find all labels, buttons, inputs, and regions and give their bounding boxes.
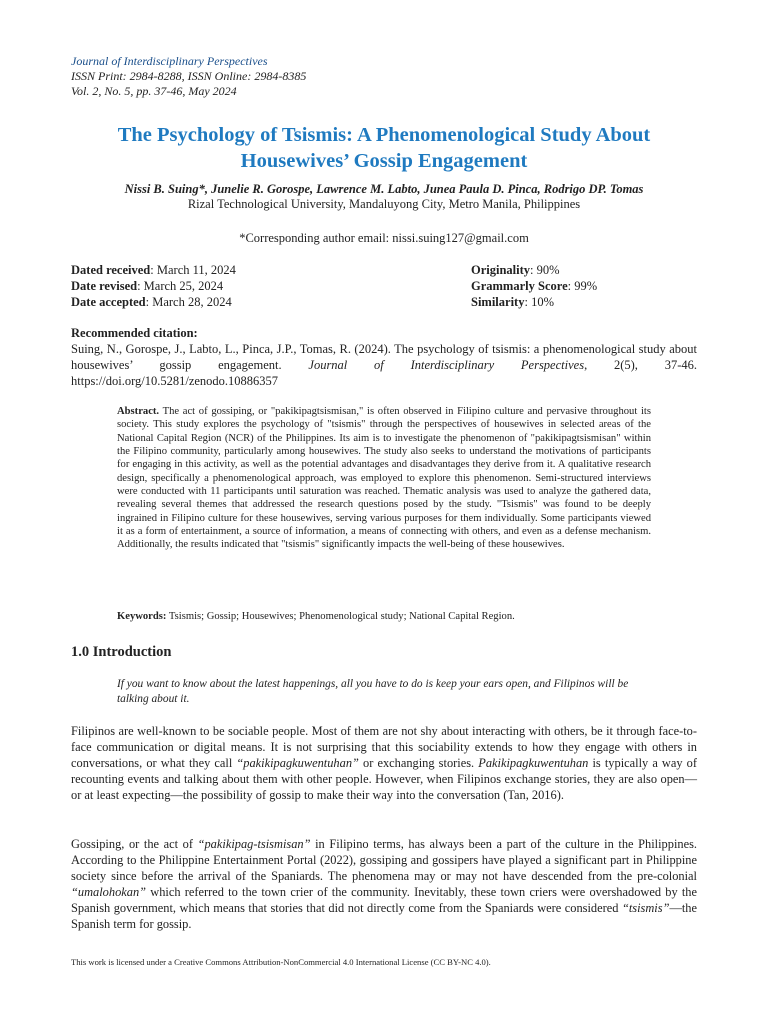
journal-name: Journal of Interdisciplinary Perspectives <box>71 54 268 68</box>
p2-a: Gossiping, or the act of <box>71 837 198 851</box>
citation-part-b: , 2(5), 37-46. <box>584 358 698 372</box>
title-line-2: Housewives’ Gossip Engagement <box>240 150 528 172</box>
similarity <box>471 294 597 310</box>
originality-value: : 90% <box>530 263 560 277</box>
date-block <box>71 262 236 310</box>
abstract <box>117 405 651 552</box>
abstract-label: Abstract. <box>117 406 160 417</box>
date-revised <box>71 278 236 294</box>
date-received-value: : March 11, 2024 <box>150 263 236 277</box>
section-heading-introduction: 1.0 Introduction <box>71 644 172 660</box>
license-footer: This work is licensed under a Creative Commons Attribution-NonCommercial 4.0 International License (CC BY-NC 4.0). <box>71 957 491 967</box>
citation-doi-link[interactable]: https://doi.org/10.5281/zenodo.10886357 <box>71 374 279 388</box>
citation-journal: Journal of Interdisciplinary Perspectives <box>308 358 585 372</box>
grammarly-value: : 99% <box>567 279 598 293</box>
score-block <box>471 262 597 310</box>
intro-paragraph-2 <box>71 837 697 932</box>
author-list: Nissi B. Suing*, Junelie R. Gorospe, Lawrence M. Labto, Junea Paula D. Pinca, Rodrigo DP. Tomas <box>124 182 644 196</box>
volume-line: Vol. 2, No. 5, pp. 37-46, May 2024 <box>71 84 237 98</box>
similarity-value: : 10% <box>524 295 554 309</box>
issn-line: ISSN Print: 2984-8288, ISSN Online: 2984-8385 <box>71 69 307 83</box>
keywords-label: Keywords: <box>117 611 167 622</box>
p2-g: —the Spanish term for gossip. <box>71 900 697 931</box>
abstract-text: The act of gossiping, or "pakikipagtsismisan," is often observed in Filipino culture and pervasive throughout its society. This study explores the psychology of "tsismis" through the perspectives of housewives in selected areas of the National Capital Region (NCR) of the Philippines. Its aim is to investigate the phenomenon of "pakikipagtsismisan" within the Filipino community, particularly among housewives. The study also seeks to understand the motivations of participants for engaging in this activity, as well as the potential advantages and disadvantages they derive from it. A qualitative research design, specifically a phenomenological approach, was employed to explore this phenomenon. Semi-structured interviews were conducted with 11 participants until saturation was reached. Thematic analysis was used to analyze the gathered data, revealing several themes that addressed the research questions posed by the study. "Tsismis" was found to be deeply ingrained in Filipino culture for these housewives, serving various purposes for them individually. Some participants viewed it as a form of entertainment, a source of information, a means of connecting with others, and even as a defense mechanism. Additionally, the results indicated that "tsismis" significantly impacts the well-being of these housewives. <box>117 406 651 551</box>
originality-label: Originality <box>471 263 531 277</box>
date-accepted <box>71 294 236 310</box>
p1-d: Pakikipagkuwentuhan <box>478 755 589 770</box>
date-received-label: Dated received <box>71 263 151 277</box>
citation-part-a: Suing, N., Gorospe, J., Labto, L., Pinca, J.P., Tomas, R. (2024). The psychology of tsismis: a phenomenological study about housewives’ gossip engagement. <box>71 342 697 372</box>
similarity-label: Similarity <box>471 295 525 309</box>
citation-text <box>71 341 697 389</box>
grammarly-label: Grammarly Score <box>471 279 568 293</box>
keywords-text: Tsismis; Gossip; Housewives; Phenomenological study; National Capital Region. <box>168 611 515 622</box>
date-received <box>71 262 236 278</box>
grammarly-score <box>471 278 597 294</box>
p2-e: which referred to the town crier of the community. Inevitably, these town criers were overshadowed by the Spanish government, which means that stories that did not directly come from the Spaniards were considered <box>71 884 697 915</box>
originality <box>471 262 597 278</box>
date-accepted-value: : March 28, 2024 <box>145 295 232 309</box>
p1-e: is typically a way of recounting events and talking about them with other people. However, when Filipinos exchange stories, they are also open—or at least expecting—the possibility of gossip to make their way into the conversation (Tan, 2016). <box>71 755 697 802</box>
journal-header <box>71 54 306 99</box>
date-accepted-label: Date accepted <box>71 295 146 309</box>
title-line-1: The Psychology of Tsismis: A Phenomenological Study About <box>117 124 651 146</box>
keywords <box>117 610 651 623</box>
date-revised-value: : March 25, 2024 <box>137 279 224 293</box>
intro-paragraph-1 <box>71 724 697 804</box>
affiliation: Rizal Technological University, Mandaluyong City, Metro Manila, Philippines <box>187 197 581 211</box>
p1-b: “pakikipagkuwentuhan” <box>236 755 359 770</box>
epigraph-quote: If you want to know about the latest happenings, all you have to do is keep your ears open, and Filipinos will be talking about it. <box>117 678 629 705</box>
corresponding-author: *Corresponding author email: nissi.suing127@gmail.com <box>239 231 529 245</box>
p2-f: “tsismis” <box>621 900 670 915</box>
citation-heading: Recommended citation: <box>71 326 198 340</box>
p2-c: in Filipino terms, has always been a part of the culture in the Philippines. According to the Philippine Entertainment Portal (2022), gossiping and gossipers have played a significant part in Philippine society since before the arrival of the Spaniards. The phenomena may or may not have descended from the pre-colonial <box>71 837 697 883</box>
p2-d: “umalohokan” <box>71 884 147 899</box>
paper-title <box>60 122 708 174</box>
p2-b: “pakikipag-tsismisan” <box>197 837 311 851</box>
p1-c: or exchanging stories. <box>358 755 479 770</box>
date-revised-label: Date revised <box>71 279 138 293</box>
p1-a: Filipinos are well-known to be sociable people. Most of them are not shy about interacting with others, be it through face-to-face communication or digital means. It is not surprising that this sociability extends to how they engage with others in conversations, or what they call <box>71 724 697 770</box>
